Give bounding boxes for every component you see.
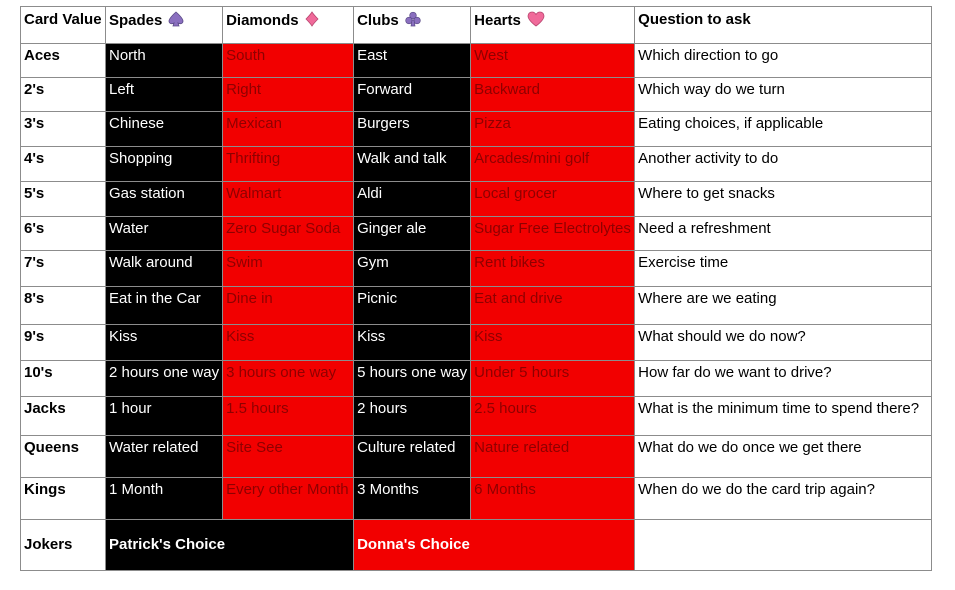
hearts-cell: Backward xyxy=(471,78,635,112)
header-card-value: Card Value xyxy=(21,7,106,44)
spades-cell: Water xyxy=(106,217,223,251)
row-label: 9's xyxy=(21,325,106,361)
spades-cell: Gas station xyxy=(106,182,223,217)
row-label: 4's xyxy=(21,147,106,182)
hearts-cell: Arcades/mini golf xyxy=(471,147,635,182)
club-icon xyxy=(405,11,421,32)
clubs-cell: Walk and talk xyxy=(354,147,471,182)
question-cell: Where to get snacks xyxy=(635,182,932,217)
diamonds-cell: 3 hours one way xyxy=(223,361,354,397)
clubs-cell: Picnic xyxy=(354,287,471,325)
clubs-cell: Ginger ale xyxy=(354,217,471,251)
row-label: Jokers xyxy=(21,520,106,571)
clubs-cell: Kiss xyxy=(354,325,471,361)
spades-cell: Shopping xyxy=(106,147,223,182)
clubs-cell: Gym xyxy=(354,251,471,287)
row-label: 2's xyxy=(21,78,106,112)
diamonds-cell: Right xyxy=(223,78,354,112)
spades-cell: 2 hours one way xyxy=(106,361,223,397)
question-cell: How far do we want to drive? xyxy=(635,361,932,397)
diamonds-cell: Site See xyxy=(223,436,354,478)
table-row xyxy=(21,217,932,251)
diamonds-cell: Zero Sugar Soda xyxy=(223,217,354,251)
header-diamonds xyxy=(223,7,354,44)
table-row xyxy=(21,478,932,520)
spades-cell: Chinese xyxy=(106,112,223,147)
row-label: Jacks xyxy=(21,397,106,436)
diamonds-cell: Swim xyxy=(223,251,354,287)
hearts-cell: Local grocer xyxy=(471,182,635,217)
header-hearts-label: Hearts xyxy=(474,12,521,29)
hearts-cell: 2.5 hours xyxy=(471,397,635,436)
hearts-cell: 6 Months xyxy=(471,478,635,520)
table-row xyxy=(21,112,932,147)
table-row xyxy=(21,78,932,112)
row-label: 8's xyxy=(21,287,106,325)
diamonds-cell: Every other Month xyxy=(223,478,354,520)
diamonds-cell: South xyxy=(223,44,354,78)
diamonds-cell: Thrifting xyxy=(223,147,354,182)
row-label: 3's xyxy=(21,112,106,147)
hearts-cell: Pizza xyxy=(471,112,635,147)
diamonds-cell: 1.5 hours xyxy=(223,397,354,436)
spades-cell: 1 hour xyxy=(106,397,223,436)
table-row xyxy=(21,361,932,397)
hearts-cell: Rent bikes xyxy=(471,251,635,287)
spades-cell: Eat in the Car xyxy=(106,287,223,325)
question-cell: What should we do now? xyxy=(635,325,932,361)
table-row xyxy=(21,251,932,287)
header-clubs xyxy=(354,7,471,44)
clubs-cell: 2 hours xyxy=(354,397,471,436)
question-cell: When do we do the card trip again? xyxy=(635,478,932,520)
question-cell: Need a refreshment xyxy=(635,217,932,251)
heart-icon xyxy=(527,11,545,32)
row-label: 5's xyxy=(21,182,106,217)
clubs-cell: 3 Months xyxy=(354,478,471,520)
table-row xyxy=(21,147,932,182)
question-cell: Another activity to do xyxy=(635,147,932,182)
row-label: 7's xyxy=(21,251,106,287)
donnas-choice-cell: Donna's Choice xyxy=(354,520,635,571)
diamonds-cell: Dine in xyxy=(223,287,354,325)
question-cell: Where are we eating xyxy=(635,287,932,325)
header-hearts xyxy=(471,7,635,44)
hearts-cell: Sugar Free Electrolytes xyxy=(471,217,635,251)
diamonds-cell: Mexican xyxy=(223,112,354,147)
spades-cell: Kiss xyxy=(106,325,223,361)
diamonds-cell: Kiss xyxy=(223,325,354,361)
header-row xyxy=(21,7,932,44)
clubs-cell: 5 hours one way xyxy=(354,361,471,397)
table-row xyxy=(21,397,932,436)
spades-cell: Walk around xyxy=(106,251,223,287)
row-label: 6's xyxy=(21,217,106,251)
header-diamonds-label: Diamonds xyxy=(226,12,299,29)
table-row xyxy=(21,287,932,325)
hearts-cell: Eat and drive xyxy=(471,287,635,325)
header-spades-label: Spades xyxy=(109,12,163,29)
hearts-cell: West xyxy=(471,44,635,78)
question-cell: Exercise time xyxy=(635,251,932,287)
header-spades xyxy=(106,7,223,44)
spade-icon xyxy=(168,11,184,32)
clubs-cell: Aldi xyxy=(354,182,471,217)
row-label: Aces xyxy=(21,44,106,78)
patricks-choice-cell: Patrick's Choice xyxy=(106,520,354,571)
hearts-cell: Under 5 hours xyxy=(471,361,635,397)
card-trip-table xyxy=(20,6,932,571)
header-question: Question to ask xyxy=(635,7,932,44)
row-label: Kings xyxy=(21,478,106,520)
jokers-row xyxy=(21,520,932,571)
empty-question-cell xyxy=(635,520,932,571)
header-clubs-label: Clubs xyxy=(357,12,399,29)
question-cell: Which way do we turn xyxy=(635,78,932,112)
table-row xyxy=(21,325,932,361)
spades-cell: Water related xyxy=(106,436,223,478)
table-row xyxy=(21,436,932,478)
clubs-cell: Burgers xyxy=(354,112,471,147)
diamonds-cell: Walmart xyxy=(223,182,354,217)
row-label: Queens xyxy=(21,436,106,478)
spades-cell: 1 Month xyxy=(106,478,223,520)
spades-cell: Left xyxy=(106,78,223,112)
question-cell: What do we do once we get there xyxy=(635,436,932,478)
clubs-cell: Forward xyxy=(354,78,471,112)
question-cell: What is the minimum time to spend there? xyxy=(635,397,932,436)
question-cell: Eating choices, if applicable xyxy=(635,112,932,147)
spades-cell: North xyxy=(106,44,223,78)
diamond-icon xyxy=(305,11,319,32)
table-row xyxy=(21,44,932,78)
hearts-cell: Kiss xyxy=(471,325,635,361)
clubs-cell: East xyxy=(354,44,471,78)
hearts-cell: Nature related xyxy=(471,436,635,478)
question-cell: Which direction to go xyxy=(635,44,932,78)
clubs-cell: Culture related xyxy=(354,436,471,478)
row-label: 10's xyxy=(21,361,106,397)
table-row xyxy=(21,182,932,217)
